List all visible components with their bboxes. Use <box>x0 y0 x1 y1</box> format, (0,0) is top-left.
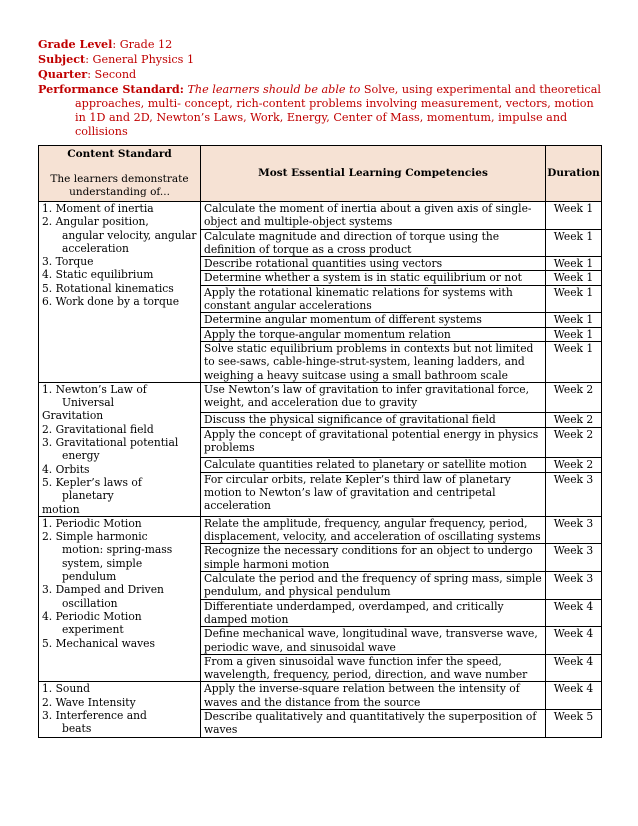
duration-cell: Week 1 <box>546 327 602 341</box>
duration-cell: Week 3 <box>546 472 602 516</box>
content-standard-item: 5. Rotational kinematics <box>42 281 174 295</box>
content-standard-item: 4. Periodic Motion <box>42 609 142 623</box>
content-standard-item: experiment <box>62 623 124 637</box>
content-standard-item: 5. Mechanical waves <box>42 636 155 650</box>
competency-cell: Differentiate underdamped, overdamped, and critically damped motion <box>201 599 546 627</box>
content-standard-item: 2. Gravitational field <box>42 422 154 436</box>
content-standard-item: 2. Simple harmonic <box>42 530 148 544</box>
quarter-label: Quarter <box>38 67 88 81</box>
competency-cell: Determine whether a system is in static equilibrium or not <box>201 271 546 285</box>
grade-level-label: Grade Level <box>38 37 113 51</box>
content-standard-item: motion <box>42 502 80 516</box>
table-row <box>39 682 602 710</box>
competency-cell: From a given sinusoidal wave function infer the speed, wavelength, frequency, period, direction, and wave number <box>201 654 546 682</box>
duration-cell: Week 4 <box>546 654 602 682</box>
performance-standard-intro: The learners should be able to <box>187 83 361 96</box>
duration-cell: Week 3 <box>546 572 602 600</box>
content-standard-item: Universal <box>62 396 115 410</box>
competencies-table <box>38 145 602 738</box>
subject-value: : General Physics 1 <box>85 53 195 66</box>
competency-cell: Describe rotational quantities using vectors <box>201 257 546 271</box>
content-standard-cell <box>39 382 201 516</box>
content-standard-item: oscillation <box>62 596 118 610</box>
content-standard-item: 1. Periodic Motion <box>42 516 142 530</box>
content-standard-item: beats <box>62 722 92 736</box>
duration-cell: Week 1 <box>546 229 602 257</box>
content-standard-title: Content Standard <box>67 148 172 160</box>
table-header-row <box>39 146 602 202</box>
duration-cell: Week 2 <box>546 427 602 457</box>
content-standard-item: 5. Kepler’s laws of <box>42 475 142 489</box>
duration-cell: Week 1 <box>546 257 602 271</box>
duration-cell: Week 2 <box>546 457 602 472</box>
content-standard-item: pendulum <box>62 570 117 584</box>
content-standard-item: 2. Wave Intensity <box>42 695 136 709</box>
content-standard-item: 1. Moment of inertia <box>42 202 154 215</box>
competency-cell: Calculate the period and the frequency of spring mass, simple pendulum, and physical pendulum <box>201 572 546 600</box>
duration-cell: Week 1 <box>546 313 602 327</box>
competency-cell: Discuss the physical significance of gravitational field <box>201 412 546 427</box>
content-standard-item: angular velocity, angular <box>62 228 197 242</box>
duration-cell: Week 2 <box>546 382 602 412</box>
duration-cell: Week 5 <box>546 709 602 737</box>
subject-line <box>38 52 604 67</box>
competency-cell: Describe qualitatively and quantitatively the superposition of waves <box>201 709 546 737</box>
duration-cell: Week 1 <box>546 285 602 313</box>
content-standard-cell <box>39 682 201 737</box>
performance-standard-label: Performance Standard: <box>38 82 184 96</box>
competency-cell: Calculate magnitude and direction of torque using the definition of torque as a cross product <box>201 229 546 257</box>
competency-cell: Apply the rotational kinematic relations for systems with constant angular accelerations <box>201 285 546 313</box>
content-standard-item: 3. Gravitational potential <box>42 436 179 450</box>
content-standard-item: 3. Interference and <box>42 708 147 722</box>
document-header <box>38 37 604 139</box>
table-row <box>39 202 602 230</box>
content-standard-item: system, simple <box>62 556 143 570</box>
duration-cell: Week 1 <box>546 202 602 230</box>
performance-standard <box>38 82 604 139</box>
content-standard-subtitle: The learners demonstrate understanding of... <box>50 173 189 198</box>
competency-cell: Define mechanical wave, longitudinal wave, transverse wave, periodic wave, and sinusoidal wave <box>201 627 546 655</box>
duration-cell: Week 1 <box>546 341 602 382</box>
competency-cell: Recognize the necessary conditions for an object to undergo simple harmoni motion <box>201 544 546 572</box>
content-standard-item: acceleration <box>62 241 129 255</box>
content-standard-item: 2. Angular position, <box>42 215 149 229</box>
content-standard-item: 4. Orbits <box>42 462 90 476</box>
duration-cell: Week 2 <box>546 412 602 427</box>
competency-cell: For circular orbits, relate Kepler’s third law of planetary motion to Newton’s law of gravitation and centripetal acceleration <box>201 472 546 516</box>
table-row <box>39 516 602 544</box>
duration-cell: Week 4 <box>546 599 602 627</box>
quarter-value: : Second <box>87 68 137 81</box>
duration-cell: Week 4 <box>546 627 602 655</box>
content-standard-item: planetary <box>62 489 114 503</box>
content-standard-header <box>39 146 201 202</box>
competency-cell: Solve static equilibrium problems in contexts but not limited to see-saws, cable-hinge-strut-system, leaning ladders, and weighing a heavy suitcase using a small bathroom scale <box>201 341 546 382</box>
competencies-header: Most Essential Learning Competencies <box>201 146 546 202</box>
competency-cell: Calculate quantities related to planetary or satellite motion <box>201 457 546 472</box>
competency-cell: Determine angular momentum of different systems <box>201 313 546 327</box>
content-standard-item: motion: spring-mass <box>62 543 173 557</box>
content-standard-cell <box>39 202 201 383</box>
duration-cell: Week 3 <box>546 516 602 544</box>
competency-cell: Apply the inverse-square relation between the intensity of waves and the distance from the source <box>201 682 546 710</box>
table-body <box>39 202 602 738</box>
performance-standard-text: Solve, using experimental and theoretical approaches, multi- concept, rich-content problems involving measurement, vectors, motion in 1D and 2D, Newton’s Laws, Work, Energy, Center of Mass, momentum, impulse and collisions <box>75 83 601 138</box>
table-row <box>39 382 602 412</box>
content-standard-item: energy <box>62 449 100 463</box>
subject-label: Subject <box>38 52 86 66</box>
competency-cell: Apply the torque-angular momentum relation <box>201 327 546 341</box>
content-standard-item: 4. Static equilibrium <box>42 268 154 282</box>
content-standard-item: 6. Work done by a torque <box>42 295 180 309</box>
competency-cell: Relate the amplitude, frequency, angular frequency, period, displacement, velocity, and acceleration of oscillating systems <box>201 516 546 544</box>
grade-level-value: : Grade 12 <box>112 38 173 51</box>
content-standard-item: 3. Damped and Driven <box>42 583 164 597</box>
content-standard-cell <box>39 516 201 682</box>
competency-cell: Apply the concept of gravitational potential energy in physics problems <box>201 427 546 457</box>
duration-cell: Week 4 <box>546 682 602 710</box>
competency-cell: Use Newton’s law of gravitation to infer gravitational force, weight, and acceleration due to gravity <box>201 382 546 412</box>
content-standard-item: 1. Newton’s Law of <box>42 382 147 396</box>
duration-cell: Week 3 <box>546 544 602 572</box>
content-standard-item: 1. Sound <box>42 682 90 696</box>
duration-header: Duration <box>546 146 602 202</box>
content-standard-item: 3. Torque <box>42 255 94 269</box>
quarter-line <box>38 67 604 82</box>
competency-cell: Calculate the moment of inertia about a given axis of single-object and multiple-object systems <box>201 202 546 230</box>
content-standard-item: Gravitation <box>42 409 104 423</box>
duration-cell: Week 1 <box>546 271 602 285</box>
grade-level-line <box>38 37 604 52</box>
